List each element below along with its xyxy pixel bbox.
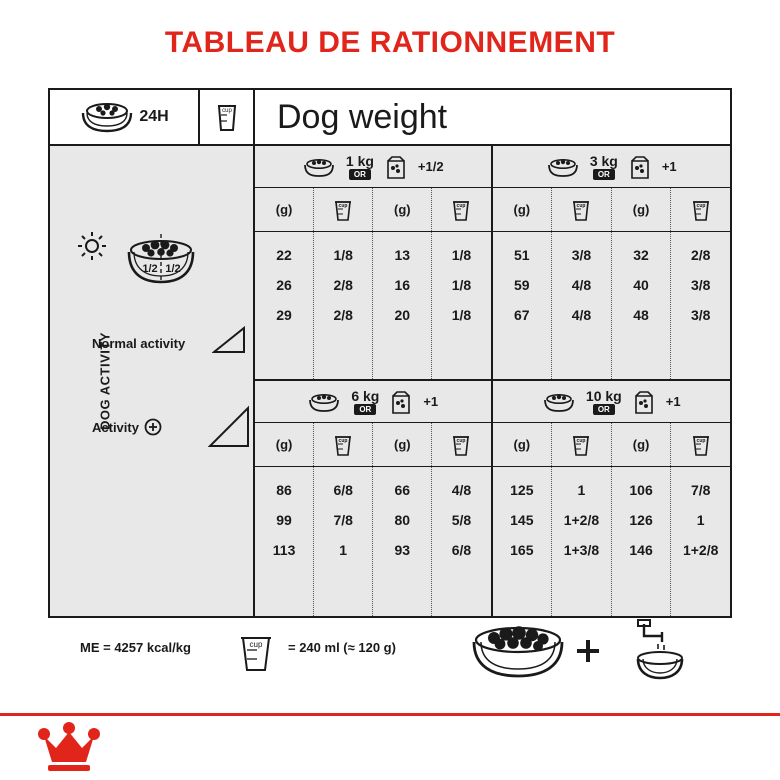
unit-cup: [313, 423, 372, 466]
or-badge: OR: [593, 404, 615, 416]
kibble-bag-icon: [632, 389, 656, 415]
data-cell: 29: [276, 307, 292, 323]
svg-text:cup: cup: [696, 202, 706, 209]
data-cell: 1: [339, 542, 348, 558]
weight-value: 6 kg: [351, 387, 380, 404]
data-cell: 5/8: [451, 512, 472, 528]
extra-activity-row: [92, 418, 162, 436]
data-cell: 3/8: [690, 277, 711, 293]
extra-activity-label: Activity: [92, 419, 139, 435]
sun-moon-bowl-group: [76, 224, 246, 304]
kibble-bag-icon: [628, 154, 652, 180]
unit-row-10kg: [493, 423, 731, 467]
svg-text:cup: cup: [249, 640, 263, 649]
data-cell: 86: [276, 482, 292, 498]
data-cell: 1/8: [451, 307, 472, 323]
data-cell: 7/8: [333, 512, 353, 528]
plus-circle-icon: [144, 418, 162, 436]
weight-blocks: [255, 146, 730, 616]
data-cell: 59: [514, 277, 530, 293]
data-col-cup-a: [313, 467, 372, 616]
svg-text:cup: cup: [221, 108, 232, 114]
brand-bar: [0, 713, 780, 780]
data-cell: 126: [629, 512, 653, 528]
weight-extra: +1: [665, 394, 681, 409]
data-col-grams-a: [493, 467, 552, 616]
svg-text:cup: cup: [576, 437, 586, 444]
data-cell: 1+2/8: [563, 512, 600, 528]
dog-bowl-icon: [79, 100, 135, 134]
svg-text:cup: cup: [338, 202, 348, 209]
data-area-3kg: [493, 232, 731, 379]
data-cell: 51: [514, 247, 530, 263]
unit-cup: [551, 188, 611, 231]
weight-value: 10 kg: [585, 387, 622, 404]
moon-icon: [203, 236, 216, 262]
data-cell: 1+2/8: [682, 542, 719, 558]
svg-text:cup: cup: [456, 437, 466, 444]
data-cell: 48: [633, 307, 649, 323]
unit-grams: (g): [611, 423, 671, 466]
data-cell: 165: [510, 542, 534, 558]
data-cell: 1/8: [451, 277, 472, 293]
data-cell: 13: [394, 247, 411, 263]
weight-block-1: [255, 146, 730, 381]
royal-crown-icon: [34, 722, 104, 774]
data-col-cup-b: [431, 232, 490, 379]
unit-grams: (g): [611, 188, 671, 231]
svg-text:1/2: 1/2: [142, 263, 158, 275]
data-cell: 16: [394, 277, 411, 293]
data-cell: 145: [510, 512, 534, 528]
svg-text:cup: cup: [696, 437, 706, 444]
data-col-grams-b: [372, 232, 431, 379]
data-col-cup-a: [551, 467, 611, 616]
weight-extra: +1/2: [417, 159, 444, 174]
data-col-grams-b: [611, 232, 671, 379]
data-area-10kg: [493, 467, 731, 616]
unit-row-6kg: [255, 423, 491, 467]
data-cell: 125: [510, 482, 534, 498]
bowl-small-icon: [542, 392, 576, 412]
data-cell: 113: [272, 542, 296, 558]
data-cell: 80: [394, 512, 411, 528]
weight-value: 1 kg: [345, 152, 374, 169]
data-cell: 66: [394, 482, 411, 498]
data-cell: 4/8: [451, 482, 472, 498]
data-cell: 32: [633, 247, 649, 263]
unit-grams: (g): [372, 423, 431, 466]
kibble-bag-icon: [384, 154, 408, 180]
svg-text:cup: cup: [338, 437, 348, 444]
bowl-small-icon: [302, 157, 336, 177]
data-cell: 1+3/8: [563, 542, 600, 558]
data-cell: 40: [633, 277, 649, 293]
dog-activity-label: DOG ACTIVITY: [97, 332, 113, 430]
data-cell: 26: [276, 277, 292, 293]
data-cell: 4/8: [571, 277, 592, 293]
data-col-grams-a: [255, 467, 313, 616]
water-tap-bowl-icon: [638, 620, 682, 678]
split-bowl-icon: [129, 234, 193, 282]
weight-col-1kg: [255, 146, 493, 379]
data-cell: 2/8: [333, 277, 353, 293]
weight-value: 3 kg: [589, 152, 618, 169]
sun-icon: [78, 232, 106, 260]
data-cell: 1: [577, 482, 586, 498]
data-cell: 4/8: [571, 307, 592, 323]
weight-extra: +1: [423, 394, 439, 409]
unit-row-3kg: [493, 188, 731, 232]
unit-cup: [313, 188, 372, 231]
data-col-cup-a: [551, 232, 611, 379]
data-cell: 1: [696, 512, 705, 528]
unit-cup: [670, 423, 730, 466]
activity-triangle-small: [212, 324, 248, 354]
plus-sign: [577, 640, 599, 662]
page-title: TABLEAU DE RATIONNEMENT: [164, 26, 616, 59]
unit-grams: (g): [275, 202, 293, 217]
dog-activity-panel: [50, 146, 255, 616]
unit-grams: (g): [372, 188, 431, 231]
data-cell: 106: [629, 482, 653, 498]
header-bowl-cell: [50, 90, 200, 144]
data-cell: 1/8: [333, 247, 353, 263]
data-cell: 6/8: [451, 542, 472, 558]
unit-row-1kg: [255, 188, 491, 232]
data-col-cup-b: [670, 467, 730, 616]
weight-header-1kg: [255, 146, 491, 188]
cup-equivalence-label: = 240 ml (≈ 120 g): [288, 640, 396, 655]
or-badge: OR: [593, 169, 615, 181]
period-label: 24H: [139, 108, 169, 125]
weight-header-10kg: [493, 381, 731, 423]
svg-text:1/2: 1/2: [165, 263, 181, 275]
svg-text:cup: cup: [456, 202, 466, 209]
unit-cup: [431, 188, 490, 231]
data-col-cup-b: [670, 232, 730, 379]
weight-col-10kg: [493, 381, 731, 616]
or-badge: OR: [354, 404, 376, 416]
data-cell: 93: [394, 542, 411, 558]
data-col-cup-a: [313, 232, 372, 379]
unit-cup: [670, 188, 730, 231]
data-cell: 7/8: [690, 482, 711, 498]
data-cell: 3/8: [571, 247, 592, 263]
data-cell: 22: [276, 247, 292, 263]
table-header-row: [50, 90, 730, 146]
activity-triangle-large: [208, 404, 252, 448]
weight-col-6kg: [255, 381, 493, 616]
data-cell: 2/8: [690, 247, 711, 263]
ration-table: [48, 88, 732, 618]
data-cell: 6/8: [333, 482, 353, 498]
data-col-grams-b: [372, 467, 431, 616]
footer-cup-icon: [233, 626, 279, 676]
data-cell: 3/8: [690, 307, 711, 323]
data-col-grams-b: [611, 467, 671, 616]
data-area-6kg: [255, 467, 491, 616]
weight-col-3kg: [493, 146, 731, 379]
header-cup-cell: [200, 90, 255, 144]
metabolizable-energy-label: ME = 4257 kcal/kg: [80, 640, 191, 655]
weight-block-2: [255, 381, 730, 616]
data-area-1kg: [255, 232, 491, 379]
data-cell: 67: [514, 307, 530, 323]
data-cell: 20: [394, 307, 411, 323]
bowl-small-icon: [307, 392, 341, 412]
data-cell: 146: [629, 542, 653, 558]
unit-cup: [551, 423, 611, 466]
data-cell: 2/8: [333, 307, 353, 323]
unit-grams: (g): [275, 437, 293, 452]
data-cell: 1/8: [451, 247, 472, 263]
footer-row: [48, 618, 732, 684]
measuring-cup-icon: [214, 100, 240, 134]
data-cell: 99: [276, 512, 292, 528]
unit-grams: (g): [513, 437, 531, 452]
kibble-bag-icon: [389, 389, 413, 415]
weight-extra: +1: [661, 159, 677, 174]
bowl-small-icon: [546, 157, 580, 177]
svg-text:cup: cup: [576, 202, 586, 209]
data-col-grams-a: [493, 232, 552, 379]
unit-grams: (g): [513, 202, 531, 217]
unit-cup: [431, 423, 490, 466]
or-badge: OR: [349, 169, 371, 181]
dog-weight-heading: Dog weight: [277, 97, 448, 136]
normal-activity-label: Normal activity: [92, 336, 186, 351]
dog-bowl-icon: [474, 626, 562, 676]
weight-header-6kg: [255, 381, 491, 423]
data-col-cup-b: [431, 467, 490, 616]
data-col-grams-a: [255, 232, 313, 379]
food-and-water-group: [448, 618, 728, 684]
weight-header-3kg: [493, 146, 731, 188]
